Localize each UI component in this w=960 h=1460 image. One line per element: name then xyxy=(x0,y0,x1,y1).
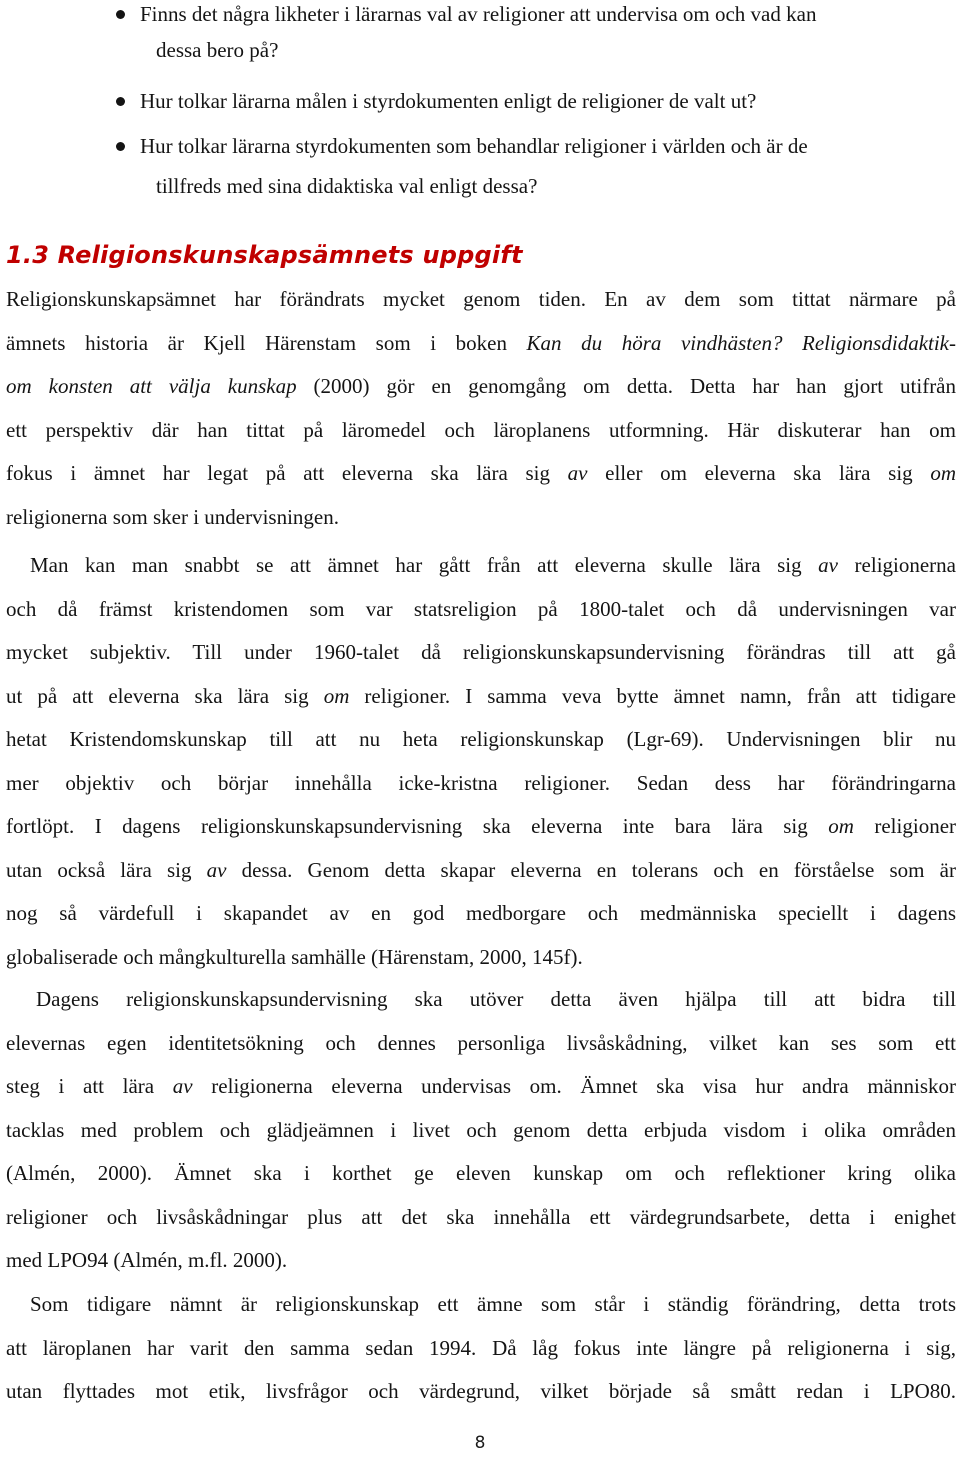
text-line: hetat Kristendomskunskap till att nu heta religionskunskap (Lgr-69). Undervisningen blir nu xyxy=(6,727,956,751)
text-line: att läroplanen har varit den samma sedan 1994. Då låg fokus inte längre på religionerna i sig, xyxy=(6,1335,956,1360)
book-title-continued: om konsten att välja kunskap xyxy=(6,374,297,398)
text-line: ut på att eleverna ska lära sig om religioner. I samma veva bytte ämnet namn, från att tidigare xyxy=(6,683,956,708)
text-line: utan också lära sig av dessa. Genom detta skapar eleverna en tolerans och en förståelse som är xyxy=(6,857,956,882)
text-line: tacklas med problem och glädjeämnen i livet och genom detta erbjuda visdom i olika områden xyxy=(6,1117,956,1142)
text-line: utan flyttades mot etik, livsfrågor och värdegrund, vilket började så smått redan i LPO80. xyxy=(6,1379,956,1403)
list-item-text-continued: dessa bero på? xyxy=(156,38,279,62)
paragraph xyxy=(6,278,956,539)
text-line: ämnets historia är Kjell Härenstam som i boken Kan du höra vindhästen? Religionsdidaktik- xyxy=(6,330,956,355)
text-line: mer objektiv och börjar innehålla icke-kristna religioner. Sedan dess har förändringarna xyxy=(6,770,956,795)
list-item-text: Finns det några likheter i lärarnas val av religioner att undervisa om och vad kan xyxy=(140,2,817,26)
text-line: Religionskunskapsämnet har förändrats mycket genom tiden. En av dem som tittat närmare på xyxy=(6,287,956,311)
text-line: Man kan man snabbt se att ämnet har gått från att eleverna skulle lära sig av religionerna xyxy=(30,553,956,577)
bullet-icon xyxy=(116,10,125,19)
page-number: 8 xyxy=(474,1433,486,1453)
paragraph xyxy=(6,1283,956,1414)
text-line: (Almén, 2000). Ämnet ska i korthet ge eleven kunskap om och reflektioner kring olika xyxy=(6,1161,956,1185)
text-line: nog så värdefull i skapandet av en god medborgare och medmänniska speciellt i dagens xyxy=(6,901,956,925)
text-line: Dagens religionskunskapsundervisning ska utöver detta även hjälpa till att bidra till xyxy=(36,987,956,1011)
text-line: religionerna som sker i undervisningen. xyxy=(6,504,340,529)
text-line: och då främst kristendomen som var statsreligion på 1800-talet och då undervisningen var xyxy=(6,596,956,621)
list-item-text-continued: tillfreds med sina didaktiska val enligt dessa? xyxy=(156,174,538,198)
text-line: mycket subjektiv. Till under 1960-talet då religionskunskapsundervisning förändras till att gå xyxy=(6,640,956,664)
paragraph xyxy=(6,544,956,979)
list-item-text: Hur tolkar lärarna styrdokumenten som behandlar religioner i världen och är de xyxy=(140,134,808,158)
text-line: Som tidigare nämnt är religionskunskap ett ämne som står i ständig förändring, detta trots xyxy=(30,1292,956,1316)
text-line: globaliserade och mångkulturella samhälle (Härenstam, 2000, 145f). xyxy=(6,944,583,969)
bullet-icon xyxy=(116,142,125,151)
text-line: fortlöpt. I dagens religionskunskapsundervisning ska eleverna inte bara lära sig om religioner xyxy=(6,814,957,838)
book-title: Kan du höra vindhästen? Religionsdidaktik- xyxy=(526,330,956,355)
text-line: om konsten att välja kunskap (2000) gör en genomgång om detta. Detta har han gjort utifrån xyxy=(6,374,957,398)
text-line: fokus i ämnet har legat på att eleverna ska lära sig av eller om eleverna ska lära sig om xyxy=(6,461,957,485)
text-line: elevernas egen identitetsökning och dennes personliga livsåskådning, vilket kan ses som ett xyxy=(6,1030,956,1055)
list-item-text: Hur tolkar lärarna målen i styrdokumenten enligt de religioner de valt ut? xyxy=(140,89,757,113)
section-heading: 1.3 Religionskunskapsämnets uppgift xyxy=(6,241,523,269)
text-line: med LPO94 (Almén, m.fl. 2000). xyxy=(6,1248,288,1272)
paragraph xyxy=(6,978,956,1283)
text-line: ett perspektiv där han tittat på läromedel och läroplanens utformning. Här diskuterar han om xyxy=(6,417,956,442)
text-line: steg i att lära av religionerna eleverna undervisas om. Ämnet ska visa hur andra människor xyxy=(6,1074,956,1098)
bullet-icon xyxy=(116,97,125,106)
text-line: religioner och livsåskådningar plus att det ska innehålla ett värdegrundsarbete, detta i enighet xyxy=(6,1204,956,1229)
